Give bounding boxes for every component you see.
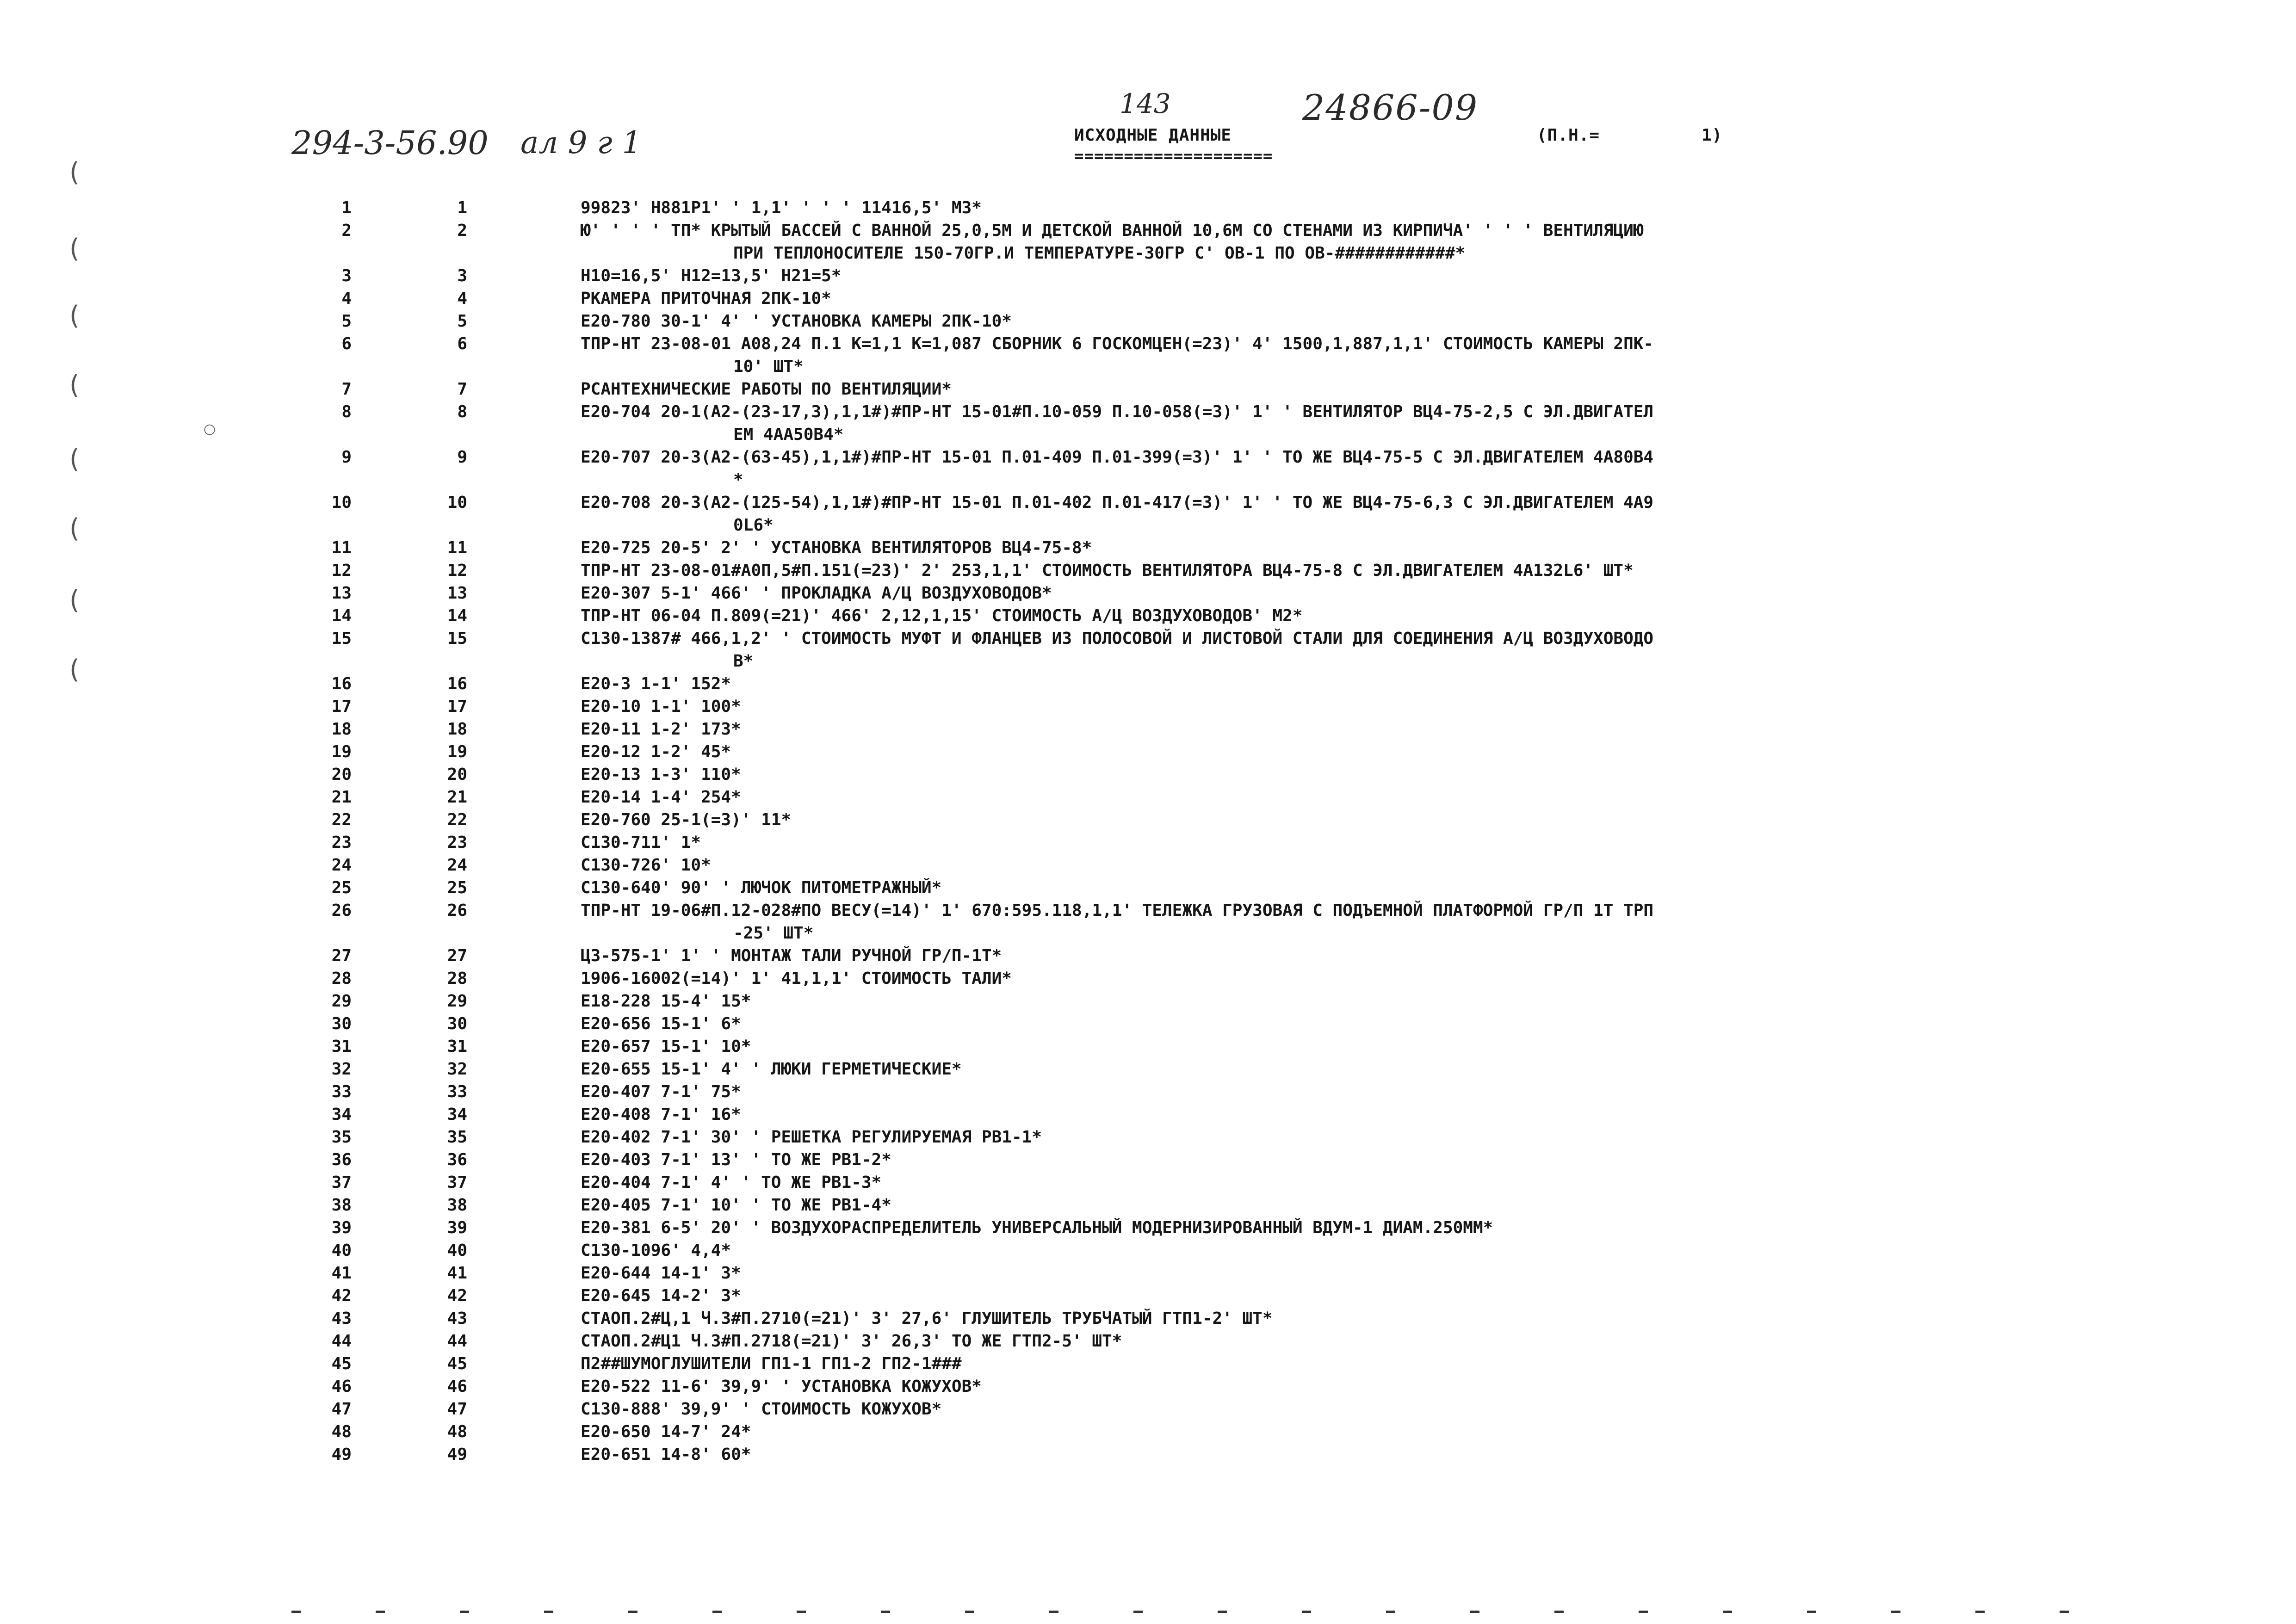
listing-row xyxy=(0,809,2296,831)
row-record-number: 15 xyxy=(447,629,467,648)
row-text: Е20-522 11-6' 39,9' ' УСТАНОВКА КОЖУХОВ* xyxy=(581,1377,982,1396)
perforation-dash xyxy=(1386,1611,1395,1613)
listing-row xyxy=(0,877,2296,899)
listing-row xyxy=(0,945,2296,967)
row-text: Е20-12 1-2' 45* xyxy=(581,742,731,761)
row-text: Е20-404 7-1' 4' ' ТО ЖЕ РВ1-3* xyxy=(581,1173,882,1192)
row-text: С130-888' 39,9' ' СТОИМОСТЬ КОЖУХОВ* xyxy=(581,1400,942,1419)
perforation-dash xyxy=(544,1611,553,1613)
row-text: Е20-307 5-1' 466' ' ПРОКЛАДКА А/Ц ВОЗДУХОВОДОВ* xyxy=(581,584,1052,603)
listing-row xyxy=(0,265,2296,287)
row-text: РКАМЕРА ПРИТОЧНАЯ 2ПК-10* xyxy=(581,289,831,308)
perforation-dash xyxy=(376,1611,385,1613)
row-text-continuation: * xyxy=(733,470,743,489)
row-text-continuation: 0L6* xyxy=(733,516,774,535)
listing-row xyxy=(0,1398,2296,1420)
row-record-number: 7 xyxy=(457,380,467,399)
row-text: СТАОП.2#Ц1 Ч.3#П.2718(=21)' 3' 26,3' ТО ЖЕ ГТП2-5' ШТ* xyxy=(581,1332,1122,1351)
row-record-number: 37 xyxy=(447,1173,467,1192)
row-record-number: 4 xyxy=(457,289,467,308)
listing-row xyxy=(0,763,2296,786)
row-text: С130-640' 90' ' ЛЮЧОК ПИТОМЕТРАЖНЫЙ* xyxy=(581,878,942,897)
row-number: 34 xyxy=(331,1105,352,1124)
row-number: 2 xyxy=(341,221,352,240)
row-text: ТПР-НТ 23-08-01#А0П,5#П.151(=23)' 2' 253,1,1' СТОИМОСТЬ ВЕНТИЛЯТОРА ВЦ4-75-8 С ЭЛ.ДВИГАТЕЛЕМ 4А132L6' ШТ* xyxy=(581,561,1634,580)
row-record-number: 39 xyxy=(447,1218,467,1237)
row-number: 10 xyxy=(331,493,352,512)
row-number: 13 xyxy=(331,584,352,603)
margin-mark: ( xyxy=(69,370,80,400)
listing-row xyxy=(0,627,2296,673)
row-number: 48 xyxy=(331,1422,352,1441)
row-text: Е20-402 7-1' 30' ' РЕШЕТКА РЕГУЛИРУЕМАЯ РВ1-1* xyxy=(581,1128,1042,1147)
row-record-number: 49 xyxy=(447,1445,467,1464)
row-text: Ю' ' ' ' ТП* КРЫТЫЙ БАССЕЙ С ВАННОЙ 25,0,5М И ДЕТСКОЙ ВАННОЙ 10,6М СО СТЕНАМИ ИЗ КИРПИЧА' ' ' ' ВЕНТИЛЯЦИЮ xyxy=(581,221,1644,240)
listing-row xyxy=(0,695,2296,718)
perforation-dash xyxy=(1639,1611,1648,1613)
listing-row xyxy=(0,967,2296,990)
listing-row xyxy=(0,491,2296,537)
perforation-dash xyxy=(712,1611,722,1613)
listing-row xyxy=(0,673,2296,695)
margin-mark: ( xyxy=(69,157,80,187)
row-number: 25 xyxy=(331,878,352,897)
row-text: Е20-704 20-1(А2-(23-17,3),1,1#)#ПР-НТ 15-01#П.10-059 П.10-058(=3)' 1' ' ВЕНТИЛЯТОР ВЦ4-75-2,5 С ЭЛ.ДВИГАТЕЛ xyxy=(581,402,1654,421)
row-record-number: 42 xyxy=(447,1286,467,1305)
row-number: 44 xyxy=(331,1332,352,1351)
listing-row xyxy=(0,1058,2296,1081)
row-record-number: 19 xyxy=(447,742,467,761)
row-text: Е20-408 7-1' 16* xyxy=(581,1105,741,1124)
row-number: 17 xyxy=(331,697,352,716)
listing-row xyxy=(0,854,2296,877)
row-text: 1906-16002(=14)' 1' 41,1,1' СТОИМОСТЬ ТАЛИ* xyxy=(581,969,1012,988)
perforation-dash xyxy=(1975,1611,1985,1613)
margin-mark: ( xyxy=(69,655,80,685)
row-text: Е20-760 25-1(=3)' 11* xyxy=(581,810,792,829)
row-record-number: 34 xyxy=(447,1105,467,1124)
row-record-number: 47 xyxy=(447,1400,467,1419)
row-record-number: 38 xyxy=(447,1196,467,1215)
row-record-number: 2 xyxy=(457,221,467,240)
row-number: 28 xyxy=(331,969,352,988)
row-record-number: 41 xyxy=(447,1264,467,1283)
row-record-number: 44 xyxy=(447,1332,467,1351)
row-record-number: 3 xyxy=(457,266,467,285)
row-text: Н10=16,5' Н12=13,5' Н21=5* xyxy=(581,266,842,285)
row-text: С130-711' 1* xyxy=(581,833,701,852)
row-record-number: 40 xyxy=(447,1241,467,1260)
row-record-number: 35 xyxy=(447,1128,467,1147)
listing-row xyxy=(0,1284,2296,1307)
listing-row xyxy=(0,718,2296,741)
title-underline: ==================== xyxy=(1074,147,1273,166)
listing-row xyxy=(0,537,2296,559)
data-listing xyxy=(0,197,2296,1466)
row-number: 40 xyxy=(331,1241,352,1260)
row-number: 5 xyxy=(341,312,352,331)
row-record-number: 11 xyxy=(447,538,467,557)
perforation-dash xyxy=(628,1611,637,1613)
perforation-dash xyxy=(1302,1611,1311,1613)
margin-mark: ○ xyxy=(204,421,216,437)
row-number: 43 xyxy=(331,1309,352,1328)
listing-row xyxy=(0,310,2296,333)
row-number: 21 xyxy=(331,788,352,807)
row-number: 45 xyxy=(331,1354,352,1373)
row-text: Е20-656 15-1' 6* xyxy=(581,1014,741,1033)
row-text: Е20-650 14-7' 24* xyxy=(581,1422,751,1441)
row-number: 22 xyxy=(331,810,352,829)
handwritten-sheet-note: ал 9 г 1 xyxy=(520,125,642,161)
row-number: 3 xyxy=(341,266,352,285)
perforation-dash xyxy=(1133,1611,1143,1613)
perforation-dash xyxy=(1554,1611,1564,1613)
row-text: ТПР-НТ 23-08-01 А08,24 П.1 К=1,1 К=1,087 СБОРНИК 6 ГОСКОМЦЕН(=23)' 4' 1500,1,887,1,1' СТОИМОСТЬ КАМЕРЫ 2ПК- xyxy=(581,334,1654,353)
handwritten-document-number: 24866-09 xyxy=(1302,87,1479,128)
row-text: Е18-228 15-4' 15* xyxy=(581,992,751,1011)
row-record-number: 12 xyxy=(447,561,467,580)
perforation-dash xyxy=(1723,1611,1732,1613)
row-text: С130-1387# 466,1,2' ' СТОИМОСТЬ МУФТ И ФЛАНЦЕВ ИЗ ПОЛОСОВОЙ И ЛИСТОВОЙ СТАЛИ ДЛЯ СОЕДИНЕНИЯ А/Ц ВОЗДУХОВОДО xyxy=(581,629,1654,648)
page-title: ИСХОДНЫЕ ДАННЫЕ xyxy=(1074,126,1232,145)
row-number: 11 xyxy=(331,538,352,557)
row-text: Е20-657 15-1' 10* xyxy=(581,1037,751,1056)
row-number: 36 xyxy=(331,1150,352,1169)
listing-row xyxy=(0,1330,2296,1352)
row-number: 7 xyxy=(341,380,352,399)
row-text-continuation: В* xyxy=(733,652,754,671)
row-number: 8 xyxy=(341,402,352,421)
row-record-number: 33 xyxy=(447,1082,467,1101)
row-record-number: 8 xyxy=(457,402,467,421)
row-number: 9 xyxy=(341,448,352,467)
listing-row xyxy=(0,831,2296,854)
row-number: 6 xyxy=(341,334,352,353)
row-text: Е20-780 30-1' 4' ' УСТАНОВКА КАМЕРЫ 2ПК-10* xyxy=(581,312,1012,331)
row-number: 14 xyxy=(331,606,352,625)
listing-row xyxy=(0,990,2296,1013)
listing-row xyxy=(0,1216,2296,1239)
row-record-number: 26 xyxy=(447,901,467,920)
perforation-dash xyxy=(1891,1611,1900,1613)
row-text: 99823' Н881Р1' ' 1,1' ' ' ' 11416,5' М3* xyxy=(581,198,982,217)
pn-label: (П.Н.= xyxy=(1537,126,1600,145)
row-text: Е20-651 14-8' 60* xyxy=(581,1445,751,1464)
listing-row xyxy=(0,219,2296,265)
row-number: 33 xyxy=(331,1082,352,1101)
listing-row xyxy=(0,1352,2296,1375)
row-text-continuation: -25' ШТ* xyxy=(733,924,814,943)
perforation-dash xyxy=(797,1611,806,1613)
row-text: Е20-3 1-1' 152* xyxy=(581,674,731,693)
row-number: 49 xyxy=(331,1445,352,1464)
listing-row xyxy=(0,1443,2296,1466)
row-number: 12 xyxy=(331,561,352,580)
row-number: 32 xyxy=(331,1060,352,1079)
row-number: 37 xyxy=(331,1173,352,1192)
row-record-number: 25 xyxy=(447,878,467,897)
row-record-number: 20 xyxy=(447,765,467,784)
row-text: РСАНТЕХНИЧЕСКИЕ РАБОТЫ ПО ВЕНТИЛЯЦИИ* xyxy=(581,380,952,399)
listing-row xyxy=(0,1149,2296,1171)
row-text: Е20-707 20-3(А2-(63-45),1,1#)#ПР-НТ 15-01 П.01-409 П.01-399(=3)' 1' ' ТО ЖЕ ВЦ4-75-5 С ЭЛ.ДВИГАТЕЛЕМ 4А80В4 xyxy=(581,448,1654,467)
margin-mark: ( xyxy=(69,301,80,331)
perforation-dash xyxy=(1218,1611,1227,1613)
row-number: 27 xyxy=(331,946,352,965)
listing-row xyxy=(0,1103,2296,1126)
row-number: 20 xyxy=(331,765,352,784)
listing-row xyxy=(0,582,2296,605)
margin-mark: ( xyxy=(69,585,80,615)
row-record-number: 22 xyxy=(447,810,467,829)
row-number: 46 xyxy=(331,1377,352,1396)
listing-row xyxy=(0,1013,2296,1035)
row-text: Е20-644 14-1' 3* xyxy=(581,1264,741,1283)
listing-row xyxy=(0,333,2296,378)
row-number: 4 xyxy=(341,289,352,308)
listing-row xyxy=(0,899,2296,945)
row-text: Е20-405 7-1' 10' ' ТО ЖЕ РВ1-4* xyxy=(581,1196,891,1215)
row-record-number: 10 xyxy=(447,493,467,512)
row-record-number: 31 xyxy=(447,1037,467,1056)
row-record-number: 48 xyxy=(447,1422,467,1441)
perforation-dash xyxy=(1049,1611,1058,1613)
handwritten-project-code: 294-3-56.90 xyxy=(291,124,489,162)
listing-row xyxy=(0,1081,2296,1103)
row-record-number: 43 xyxy=(447,1309,467,1328)
row-number: 16 xyxy=(331,674,352,693)
row-number: 19 xyxy=(331,742,352,761)
listing-row xyxy=(0,1307,2296,1330)
row-text-continuation: 10' ШТ* xyxy=(733,357,804,376)
row-text: П2##ШУМОГЛУШИТЕЛИ ГП1-1 ГП1-2 ГП2-1### xyxy=(581,1354,962,1373)
row-record-number: 23 xyxy=(447,833,467,852)
row-text: Е20-407 7-1' 75* xyxy=(581,1082,741,1101)
row-number: 29 xyxy=(331,992,352,1011)
listing-row xyxy=(0,1126,2296,1149)
listing-row xyxy=(0,1262,2296,1284)
row-text: Е20-381 6-5' 20' ' ВОЗДУХОРАСПРЕДЕЛИТЕЛЬ УНИВЕРСАЛЬНЫЙ МОДЕРНИЗИРОВАННЫЙ ВДУМ-1 ДИАМ.250ММ* xyxy=(581,1218,1493,1237)
row-record-number: 9 xyxy=(457,448,467,467)
row-text: Ц3-575-1' 1' ' МОНТАЖ ТАЛИ РУЧНОЙ ГР/П-1Т* xyxy=(581,946,1002,965)
row-number: 42 xyxy=(331,1286,352,1305)
row-record-number: 16 xyxy=(447,674,467,693)
row-text: Е20-14 1-4' 254* xyxy=(581,788,741,807)
perforation-dash xyxy=(1807,1611,1816,1613)
listing-row xyxy=(0,605,2296,627)
listing-row xyxy=(0,1239,2296,1262)
row-text-continuation: ПРИ ТЕПЛОНОСИТЕЛЕ 150-70ГР.И ТЕМПЕРАТУРЕ-30ГР С' ОВ-1 ПО ОВ-############* xyxy=(733,244,1466,263)
listing-row xyxy=(0,559,2296,582)
row-number: 38 xyxy=(331,1196,352,1215)
listing-row xyxy=(0,287,2296,310)
handwritten-page-number: 143 xyxy=(1120,88,1171,119)
row-number: 47 xyxy=(331,1400,352,1419)
row-number: 39 xyxy=(331,1218,352,1237)
row-text: СТАОП.2#Ц,1 Ч.3#П.2710(=21)' 3' 27,6' ГЛУШИТЕЛЬ ТРУБЧАТЫЙ ГТП1-2' ШТ* xyxy=(581,1309,1273,1328)
row-text: С130-726' 10* xyxy=(581,856,711,875)
row-text: ТПР-НТ 06-04 П.809(=21)' 466' 2,12,1,15' СТОИМОСТЬ А/Ц ВОЗДУХОВОДОВ' М2* xyxy=(581,606,1303,625)
row-record-number: 45 xyxy=(447,1354,467,1373)
row-record-number: 21 xyxy=(447,788,467,807)
row-record-number: 28 xyxy=(447,969,467,988)
row-record-number: 30 xyxy=(447,1014,467,1033)
perforation-dash xyxy=(2060,1611,2069,1613)
listing-row xyxy=(0,1420,2296,1443)
row-number: 30 xyxy=(331,1014,352,1033)
row-text: Е20-403 7-1' 13' ' ТО ЖЕ РВ1-2* xyxy=(581,1150,891,1169)
row-record-number: 36 xyxy=(447,1150,467,1169)
row-number: 1 xyxy=(341,198,352,217)
perforation-dash xyxy=(965,1611,974,1613)
row-text: Е20-725 20-5' 2' ' УСТАНОВКА ВЕНТИЛЯТОРОВ ВЦ4-75-8* xyxy=(581,538,1092,557)
row-record-number: 1 xyxy=(457,198,467,217)
listing-row xyxy=(0,1194,2296,1216)
row-text: Е20-10 1-1' 100* xyxy=(581,697,741,716)
margin-mark: ( xyxy=(69,234,80,264)
row-record-number: 32 xyxy=(447,1060,467,1079)
row-record-number: 6 xyxy=(457,334,467,353)
perforation-dash xyxy=(881,1611,890,1613)
row-record-number: 5 xyxy=(457,312,467,331)
listing-row xyxy=(0,1171,2296,1194)
listing-row xyxy=(0,378,2296,401)
row-text: С130-1096' 4,4* xyxy=(581,1241,731,1260)
row-record-number: 27 xyxy=(447,946,467,965)
margin-mark: ( xyxy=(69,513,80,543)
margin-mark: ( xyxy=(69,444,80,474)
row-number: 31 xyxy=(331,1037,352,1056)
row-text: ТПР-НТ 19-06#П.12-028#ПО ВЕСУ(=14)' 1' 670:595.118,1,1' ТЕЛЕЖКА ГРУЗОВАЯ С ПОДЪЕМНОЙ ПЛАТФОРМОЙ ГР/П 1Т ТРП xyxy=(581,901,1654,920)
row-record-number: 17 xyxy=(447,697,467,716)
row-record-number: 18 xyxy=(447,720,467,739)
perforation-dash xyxy=(460,1611,469,1613)
row-text: Е20-645 14-2' 3* xyxy=(581,1286,741,1305)
row-number: 15 xyxy=(331,629,352,648)
row-text-continuation: ЕМ 4АА50В4* xyxy=(733,425,844,444)
row-text: Е20-13 1-3' 110* xyxy=(581,765,741,784)
listing-row xyxy=(0,446,2296,491)
row-text: Е20-11 1-2' 173* xyxy=(581,720,741,739)
row-record-number: 13 xyxy=(447,584,467,603)
listing-row xyxy=(0,401,2296,446)
perforation-dash xyxy=(1470,1611,1479,1613)
pn-value: 1) xyxy=(1702,126,1723,145)
row-number: 24 xyxy=(331,856,352,875)
row-text: Е20-655 15-1' 4' ' ЛЮКИ ГЕРМЕТИЧЕСКИЕ* xyxy=(581,1060,962,1079)
row-record-number: 29 xyxy=(447,992,467,1011)
listing-row xyxy=(0,1035,2296,1058)
perforation-dash xyxy=(291,1611,301,1613)
listing-row xyxy=(0,197,2296,219)
row-number: 35 xyxy=(331,1128,352,1147)
listing-row xyxy=(0,1375,2296,1398)
row-text: Е20-708 20-3(А2-(125-54),1,1#)#ПР-НТ 15-01 П.01-402 П.01-417(=3)' 1' ' ТО ЖЕ ВЦ4-75-6,3 С ЭЛ.ДВИГАТЕЛЕМ 4А9 xyxy=(581,493,1654,512)
row-number: 18 xyxy=(331,720,352,739)
row-record-number: 46 xyxy=(447,1377,467,1396)
row-number: 23 xyxy=(331,833,352,852)
row-number: 41 xyxy=(331,1264,352,1283)
row-record-number: 24 xyxy=(447,856,467,875)
row-number: 26 xyxy=(331,901,352,920)
row-record-number: 14 xyxy=(447,606,467,625)
listing-row xyxy=(0,741,2296,763)
listing-row xyxy=(0,786,2296,809)
